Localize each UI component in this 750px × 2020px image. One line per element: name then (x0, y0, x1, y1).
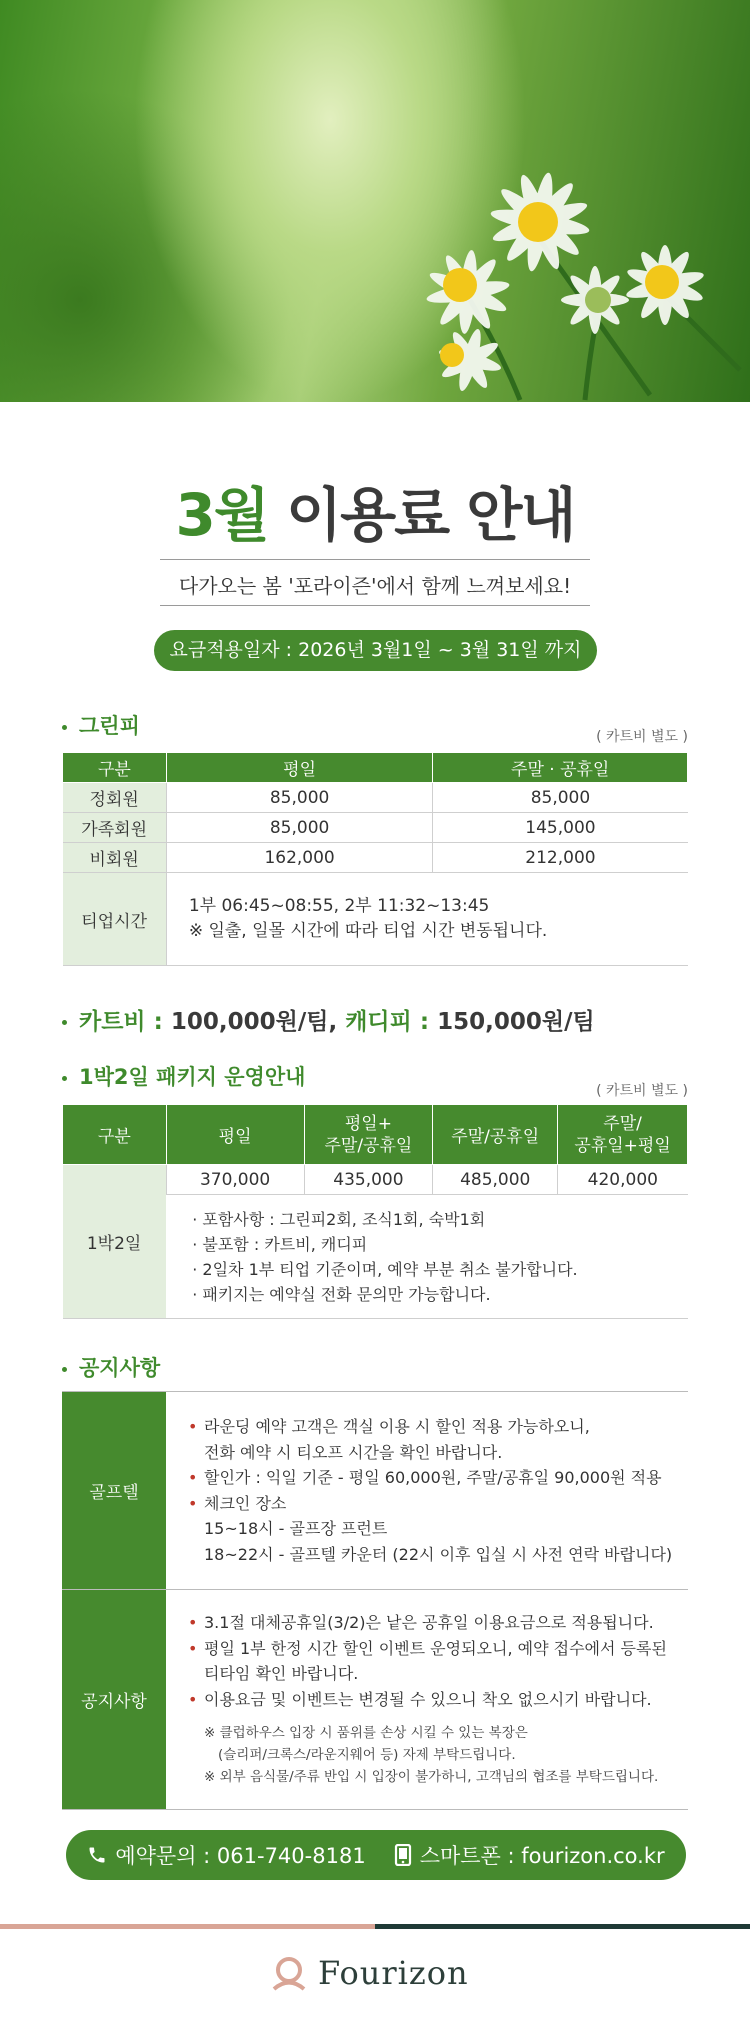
table-header: 주말 · 공휴일 (433, 753, 688, 783)
fourizon-logo-icon (270, 1954, 308, 1992)
weekend-price: 85,000 (433, 783, 688, 813)
package-table (62, 1104, 688, 1319)
table-header: 구분 (63, 753, 167, 783)
package-price: 420,000 (558, 1165, 688, 1195)
brand-name: Fourizon (318, 1954, 469, 1992)
greenfee-table (62, 752, 688, 966)
cart-value: 100,000원/팀, (170, 1009, 346, 1035)
golftel-b3-line2: 15~18시 - 골프장 프런트 (204, 1519, 388, 1538)
table-header: 주말/ 공휴일+평일 (558, 1105, 688, 1165)
teetime-line1: 1부 06:45~08:55, 2부 11:32~13:45 (188, 896, 490, 916)
smartphone-icon (394, 1844, 412, 1866)
package-note: ( 카트비 별도 ) (596, 1083, 688, 1099)
list-item (188, 1636, 688, 1687)
package-detail-list (166, 1207, 687, 1307)
package-price: 435,000 (304, 1165, 433, 1195)
greenfee-heading-text: 그린피 (79, 714, 140, 738)
row-label: 가족회원 (63, 813, 167, 843)
outside-food-note: ※ 외부 음식물/주류 반입 시 입장이 불가하니, 고객님의 협조를 부탁드립니다. (204, 1769, 659, 1785)
golftel-label: 골프텔 (62, 1392, 166, 1589)
weekday-price: 162,000 (166, 843, 433, 873)
teetime-line2: ※ 일출, 일몰 시간에 따라 티업 시간 변동됩니다. (188, 921, 548, 941)
phone-contact[interactable] (87, 1840, 365, 1870)
list-item: · 불포함 : 카트비, 캐디피 (192, 1234, 368, 1254)
list-item: • 3.1절 대체공휴일(3/2)은 낱은 공휴일 이용요금으로 적용됩니다. (188, 1610, 688, 1636)
notice-label: 공지사항 (62, 1590, 166, 1809)
bullet-dot-icon (62, 1020, 67, 1025)
row-label: 비회원 (63, 843, 167, 873)
subtitle: 다가오는 봄 '포라이즌'에서 함께 느껴보세요! (178, 574, 572, 598)
subtitle-top-divider (160, 559, 590, 560)
bullet-dot-icon (62, 1076, 67, 1081)
dress-note-line1: ※ 클럽하우스 입장 시 품위를 손상 시킬 수 있는 복장은 (204, 1725, 528, 1741)
caddie-value: 150,000원/팀 (437, 1009, 595, 1035)
teetime-row (63, 873, 688, 966)
list-item: · 포함사항 : 그린피2회, 조식1회, 숙박1회 (192, 1209, 486, 1229)
website-contact[interactable] (394, 1840, 665, 1870)
list-item (188, 1491, 688, 1568)
package-price: 485,000 (433, 1165, 558, 1195)
golftel-row (62, 1392, 688, 1590)
bullet-dot-icon (62, 1367, 67, 1372)
package-heading (62, 1061, 305, 1091)
brand-logo (270, 1954, 469, 1992)
teetime-info (166, 873, 687, 966)
date-range-badge: 요금적용일자 : 2026년 3월1일 ~ 3월 31일 까지 (154, 630, 597, 671)
dress-note-line2: (슬리퍼/크록스/라운지웨어 등) 자제 부탁드립니다. (218, 1747, 516, 1763)
notice-content (166, 1590, 688, 1809)
teetime-label: 티업시간 (63, 873, 167, 966)
list-item (188, 1414, 688, 1465)
list-item: • 할인가 : 익일 기준 - 평일 60,000원, 주말/공휴일 90,000원 적용 (188, 1465, 688, 1491)
table-row (63, 1165, 688, 1195)
phone-text: 예약문의 : 061-740-8181 (115, 1844, 366, 1868)
weekend-price: 145,000 (433, 813, 688, 843)
golftel-b1-line2: 전화 예약 시 티오프 시간을 확인 바랍니다. (204, 1442, 503, 1462)
package-details (166, 1195, 687, 1319)
list-item: • 이용요금 및 이벤트는 변경될 수 있으니 착오 없으시기 바랍니다. (188, 1687, 688, 1713)
table-header: 평일+ 주말/공휴일 (304, 1105, 433, 1165)
weekday-price: 85,000 (166, 783, 433, 813)
table-header: 평일 (166, 753, 433, 783)
golftel-b1-line1: 라운딩 예약 고객은 객실 이용 시 할인 적용 가능하오니, (204, 1417, 590, 1436)
notice-n2-line1: 평일 1부 한정 시간 할인 이벤트 운영되오니, 예약 접수에서 등록된 (204, 1638, 667, 1658)
subtitle-bottom-divider (160, 605, 590, 606)
dress-code-note (188, 1722, 688, 1766)
notice-heading-text: 공지사항 (79, 1356, 161, 1380)
package-row-label: 1박2일 (63, 1165, 167, 1319)
table-row (63, 843, 688, 873)
daisy-flowers-illustration (0, 0, 750, 402)
golftel-b3-line3: 18~22시 - 골프텔 카운터 (22시 이후 입실 시 사전 연락 바랍니다) (204, 1544, 673, 1564)
footer-bar-right (375, 1924, 750, 1929)
notice-row (62, 1590, 688, 1810)
notice-table (62, 1391, 688, 1810)
weekend-price: 212,000 (433, 843, 688, 873)
title-month: 3월 (175, 481, 268, 549)
table-row (63, 783, 688, 813)
title-rest: 이용료 안내 (267, 481, 575, 549)
golftel-b3-title: 체크인 장소 (204, 1493, 287, 1513)
table-header: 주말/공휴일 (433, 1105, 558, 1165)
list-item: · 2일차 1부 티업 기준이며, 예약 부분 취소 불가합니다. (192, 1259, 578, 1279)
caddie-label: 캐디피 : (345, 1009, 438, 1035)
phone-icon (87, 1845, 107, 1865)
package-heading-text: 1박2일 패키지 운영안내 (79, 1065, 306, 1089)
greenfee-note: ( 카트비 별도 ) (596, 729, 688, 745)
table-row (63, 813, 688, 843)
contact-bar (66, 1830, 686, 1880)
golftel-content (166, 1392, 688, 1589)
page-title (0, 468, 750, 552)
notice-n2-line2: 티타임 확인 바랍니다. (204, 1664, 359, 1683)
hero-image (0, 0, 750, 402)
greenfee-heading (62, 710, 140, 740)
notice-heading (62, 1352, 160, 1382)
table-header: 평일 (166, 1105, 304, 1165)
package-price: 370,000 (166, 1165, 304, 1195)
list-item: · 패키지는 예약실 전화 문의만 가능합니다. (192, 1284, 491, 1304)
cart-label: 카트비 : (79, 1009, 171, 1035)
website-text: 스마트폰 : fourizon.co.kr (419, 1844, 665, 1868)
footer-bar-left (0, 1924, 375, 1929)
table-header: 구분 (63, 1105, 167, 1165)
cart-caddie-fee (62, 1003, 595, 1036)
bullet-dot-icon (62, 725, 67, 730)
row-label: 정회원 (63, 783, 167, 813)
weekday-price: 85,000 (166, 813, 433, 843)
